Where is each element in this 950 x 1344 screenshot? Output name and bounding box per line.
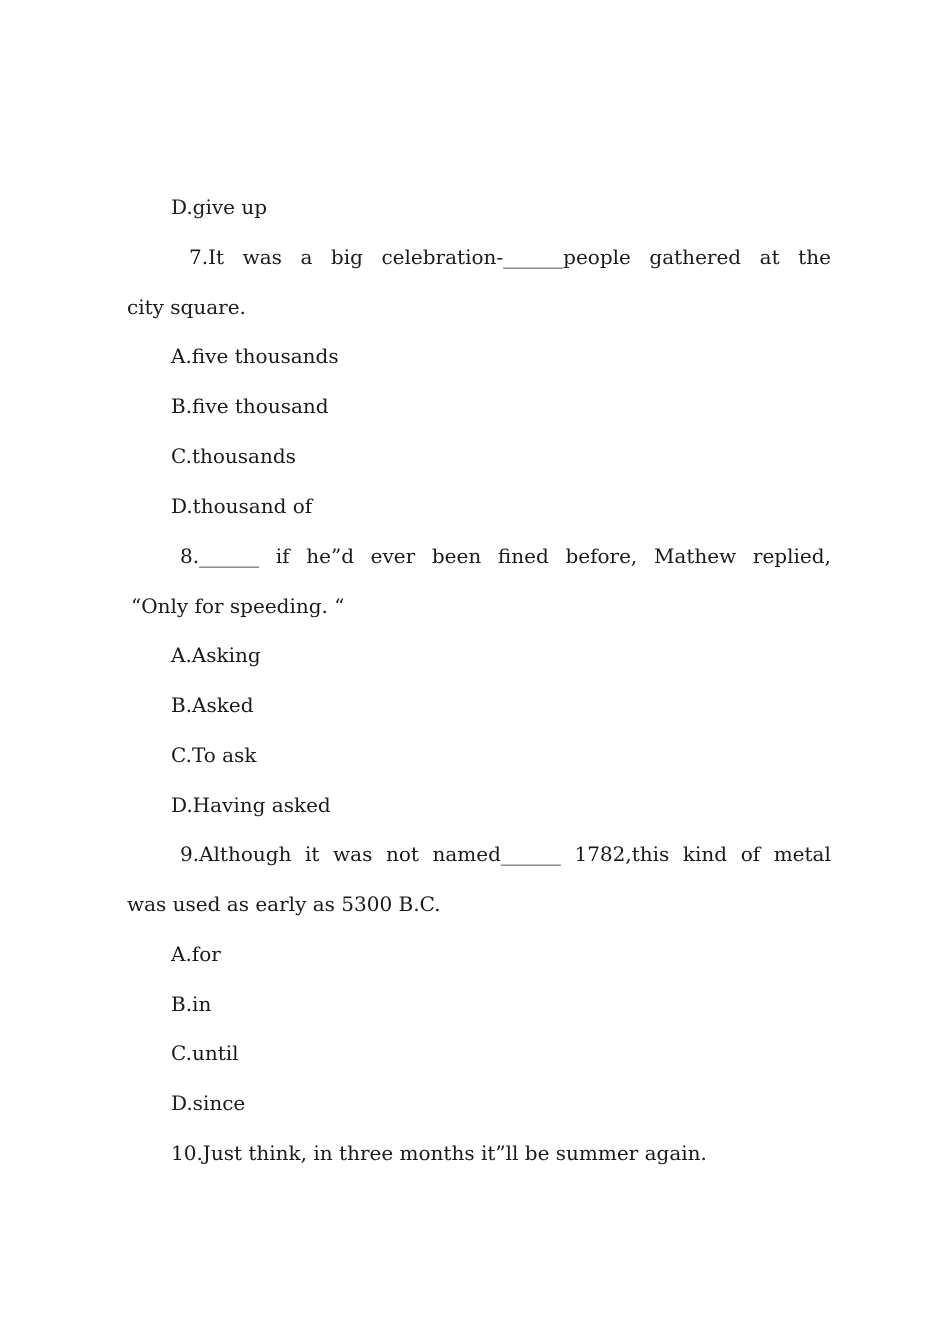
q7-word: the — [798, 245, 831, 269]
q7-option-a: A.five thousands — [171, 344, 339, 368]
q10-stem: 10.Just think, in three months it”ll be summer again. — [171, 1141, 707, 1165]
q7-word: a — [300, 245, 313, 269]
q7-option-d: D.thousand of — [171, 494, 313, 518]
q9-option-b: B.in — [171, 992, 212, 1016]
q9-word: kind — [682, 842, 728, 866]
q8-option-a: A.Asking — [171, 643, 261, 667]
q9-word: metal — [773, 842, 831, 866]
q7-word: was — [242, 245, 282, 269]
q9-stem-line1 — [180, 844, 831, 864]
q9-word: of — [740, 842, 761, 866]
q8-word: if — [275, 544, 290, 568]
q8-word: replied, — [752, 544, 831, 568]
q7-word: big — [330, 245, 363, 269]
q9-stem-line2: was used as early as 5300 B.C. — [127, 892, 441, 916]
q9-word: not — [385, 842, 419, 866]
q8-stem-line2: “Only for speeding. “ — [131, 594, 345, 618]
q7-word: gathered — [649, 245, 742, 269]
q9-option-c: C.until — [171, 1041, 239, 1065]
q9-word: was — [333, 842, 373, 866]
q7-option-b: B.five thousand — [171, 394, 329, 418]
q7-option-c: C.thousands — [171, 444, 296, 468]
q9-word: named______ — [432, 842, 561, 866]
q8-word: Mathew — [653, 544, 737, 568]
q9-option-a: A.for — [171, 942, 221, 966]
q7-word: at — [759, 245, 780, 269]
q8-word: 8.______ — [180, 544, 260, 568]
q8-option-d: D.Having asked — [171, 793, 331, 817]
q7-stem-line2: city square. — [127, 295, 246, 319]
q7-word: 7.It — [189, 245, 225, 269]
q8-word: before, — [565, 544, 638, 568]
q9-option-d: D.since — [171, 1091, 246, 1115]
q8-word: ever — [370, 544, 416, 568]
q8-option-c: C.To ask — [171, 743, 257, 767]
q9-word: 9.Although — [180, 842, 292, 866]
q7-stem-line1 — [189, 247, 831, 267]
q7-word: celebration-______people — [381, 245, 631, 269]
q8-stem-line1 — [180, 546, 831, 566]
q8-word: fined — [497, 544, 549, 568]
q9-word: it — [305, 842, 320, 866]
q9-word: 1782,this — [574, 842, 670, 866]
q6-option-d: D.give up — [171, 195, 268, 219]
q8-word: been — [431, 544, 482, 568]
q8-option-b: B.Asked — [171, 693, 254, 717]
q8-word: he”d — [306, 544, 354, 568]
